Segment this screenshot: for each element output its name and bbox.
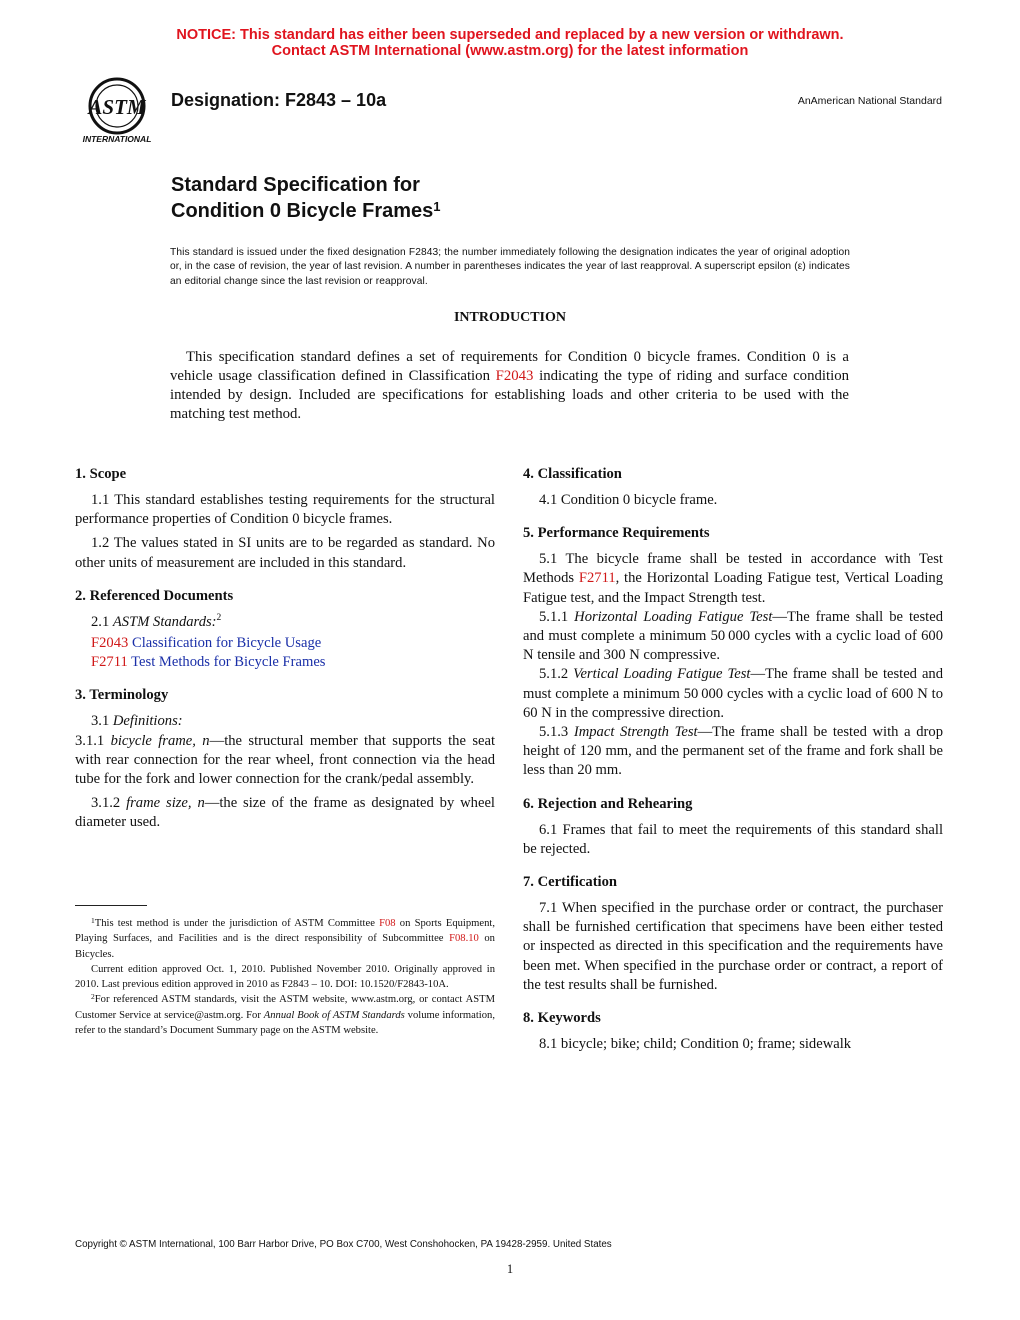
perf-p3-num: 5.1.2 <box>539 666 574 683</box>
perf-p3-term: Vertical Loading Fatigue Test <box>573 666 751 683</box>
perf-link-f2711[interactable]: F2711 <box>578 570 616 587</box>
intro-text-after: indicating the type of riding and surface condition intended by design. Included are specifications for establishing loads and other criteria to be used with the matching test method. <box>170 368 850 422</box>
scope-heading: 1. Scope <box>75 466 127 482</box>
astm-logo <box>72 76 162 146</box>
reference-f2043[interactable] <box>75 634 495 653</box>
fn1-mark: 1 <box>91 916 95 925</box>
ref2-title[interactable]: Test Methods for Bicycle Frames <box>127 654 326 671</box>
perf-p2-num: 5.1.1 <box>539 608 575 625</box>
designation: Designation: F2843 – 10a <box>171 90 387 110</box>
terminology-p1 <box>75 712 495 731</box>
terminology-p3 <box>75 794 495 832</box>
title-line-2-text: Condition 0 Bicycle Frames <box>171 200 434 222</box>
fn1-text-c: on Bicycles. <box>75 933 495 960</box>
term-p2-text: —the structural member that supports the seat with rear connection for the rear wheel, front connection via the head tube for the fork and lower connection for the crank/pedal assembly. <box>75 732 496 788</box>
classification-heading: 4. Classification <box>523 466 622 482</box>
section-referenced-documents <box>75 586 495 673</box>
perf-p4-term: Impact Strength Test <box>573 724 698 741</box>
document-title <box>171 172 441 224</box>
copyright: Copyright © ASTM International, 100 Barr Harbor Drive, PO Box C700, West Conshohocken, PA 19428-2959. United States <box>75 1239 612 1250</box>
ref1-title[interactable]: Classification for Bicycle Usage <box>128 635 322 652</box>
title-footnote-mark: 1 <box>433 199 441 214</box>
term-p3-term: frame size, n <box>126 795 205 812</box>
issue-note: This standard is issued under the fixed designation F2843; the number immediately following the designation indicates the year of original adoption or, in the case of revision, the year of last revision. A number in parentheses indicates the year of last reapproval. A superscript epsilon (ε) indicates an editorial change since the last revision or reapproval. <box>170 247 850 287</box>
rejection-heading: 6. Rejection and Rehearing <box>523 795 693 812</box>
footnote-2 <box>75 992 495 1038</box>
national-standard-label: AnAmerican National Standard <box>797 95 942 107</box>
certification-heading: 7. Certification <box>523 874 618 891</box>
page-number: 1 <box>506 1262 514 1276</box>
ref-p1-footnote-mark: 2 <box>216 612 222 623</box>
introduction-heading: INTRODUCTION <box>453 310 566 325</box>
perf-p4-num: 5.1.3 <box>539 724 574 741</box>
fn1-link-f08[interactable]: F08 <box>379 918 396 929</box>
ref-p1-text: ASTM Standards: <box>112 613 217 630</box>
rejection-p1: 6.1 Frames that fail to meet the requirements of this standard shall be rejected. <box>523 821 943 857</box>
withdrawal-notice <box>0 27 1020 59</box>
fn2-mark: 2 <box>91 992 95 1002</box>
notice-line-1: NOTICE: This standard has either been superseded and replaced by a new version or withdrawn. <box>176 27 844 43</box>
intro-text-before: This specification standard defines a set of requirements for Condition 0 bicycle frames. Condition 0 is a vehicle usage classification defined in Classification <box>170 349 849 384</box>
ref-p1-num: 2.1 <box>91 613 113 630</box>
perf-p2-term: Horizontal Loading Fatigue Test <box>574 608 773 625</box>
fn2-text-a: For referenced ASTM standards, visit the ASTM website, www.astm.org, or contact ASTM Customer Service at service@astm.org. For <box>75 994 495 1021</box>
perf-p1-a: 5.1 The bicycle frame shall be tested in accordance with Test Methods <box>523 551 943 587</box>
notice-line-2: Contact ASTM International (www.astm.org) for the latest information <box>271 43 749 59</box>
scope-p1: 1.1 This standard establishes testing requirements for the structural performance properties of Condition 0 bicycle frames. <box>75 492 495 528</box>
perf-p3-text: —The frame shall be tested and must complete a minimum 50 000 cycles with a cyclic load of 600 N to 60 N in the compressive direction. <box>523 666 944 721</box>
title-line-1: Standard Specification for <box>171 174 420 196</box>
term-p2-term: bicycle frame, n <box>110 732 210 749</box>
fn2-italic: Annual Book of ASTM Standards <box>263 1009 405 1021</box>
footnote-divider <box>75 905 147 906</box>
perf-p2-text: —The frame shall be tested and must complete a minimum 50 000 cycles with a cyclic load of 600 N tensile and 300 N compressive. <box>523 608 944 664</box>
scope-p2: 1.2 The values stated in SI units are to be regarded as standard. No other units of measurement are included in this standard. <box>75 535 495 571</box>
section-certification <box>523 872 943 995</box>
fn1-link-f0810[interactable]: F08.10 <box>449 933 479 945</box>
terminology-heading: 3. Terminology <box>75 687 169 704</box>
term-p1-text: Definitions: <box>112 713 183 730</box>
logo-text: ASTM <box>88 95 146 119</box>
performance-p3 <box>523 665 943 723</box>
performance-heading: 5. Performance Requirements <box>523 525 710 542</box>
performance-p4 <box>523 723 943 781</box>
referenced-heading: 2. Referenced Documents <box>75 587 234 604</box>
introduction-text <box>170 348 849 424</box>
term-p2-num: 3.1.1 <box>75 732 111 749</box>
perf-p1-b: , the Horizontal Loading Fatigue test, Vertical Loading Fatigue test, and the Impact Strength test. <box>523 570 943 606</box>
left-column <box>75 464 495 846</box>
section-scope <box>75 464 495 573</box>
term-p3-num: 3.1.2 <box>91 795 127 812</box>
section-classification <box>523 464 943 510</box>
keywords-heading: 8. Keywords <box>523 1010 601 1027</box>
footnotes <box>75 916 495 1038</box>
term-p3-text: —the size of the frame as designated by wheel diameter used. <box>75 795 495 831</box>
intro-link-f2043[interactable]: F2043 <box>495 368 534 384</box>
certification-p1: 7.1 When specified in the purchase order or contract, the purchaser shall be furnished certification that specimens have been either tested or inspected as directed in this specification and the requirements have been met. When specified in the purchase order or contract, a report of the test results shall be furnished. <box>523 900 943 993</box>
performance-p2 <box>523 608 943 666</box>
logo-subtext: INTERNATIONAL <box>82 134 152 144</box>
classification-p1: 4.1 Condition 0 bicycle frame. <box>539 492 718 508</box>
term-p1-num: 3.1 <box>91 713 113 730</box>
footnote-1-edition: Current edition approved Oct. 1, 2010. Published November 2010. Originally approved in 2010. Last previous edition approved in 2010 as F2843 – 10. DOI: 10.1520/F2843-10A. <box>75 963 495 991</box>
footnote-1 <box>75 916 495 962</box>
fn1-text-b: on Sports Equipment, Playing Surfaces, and Facilities and is the direct responsibility of Subcommittee <box>75 918 495 945</box>
terminology-p2 <box>75 732 495 790</box>
fn1-text-a: This test method is under the jurisdiction of ASTM Committee <box>94 918 380 929</box>
section-performance <box>523 523 943 780</box>
reference-f2711[interactable] <box>75 653 495 672</box>
section-terminology <box>75 685 495 832</box>
ref2-code[interactable]: F2711 <box>91 654 128 671</box>
right-column <box>523 464 943 1067</box>
section-rejection <box>523 794 943 859</box>
perf-p4-text: —The frame shall be tested with a drop height of 120 mm, and the permanent set of the frame and fork shall be less than 20 mm. <box>523 724 943 779</box>
section-keywords <box>523 1008 943 1054</box>
performance-p1 <box>523 550 943 608</box>
referenced-p1 <box>75 613 495 632</box>
title-line-2 <box>171 198 441 224</box>
keywords-p1: 8.1 bicycle; bike; child; Condition 0; frame; sidewalk <box>539 1036 852 1053</box>
ref1-code[interactable]: F2043 <box>91 635 129 652</box>
fn2-text-b: volume information, refer to the standard’s Document Summary page on the ASTM website. <box>75 1009 495 1037</box>
